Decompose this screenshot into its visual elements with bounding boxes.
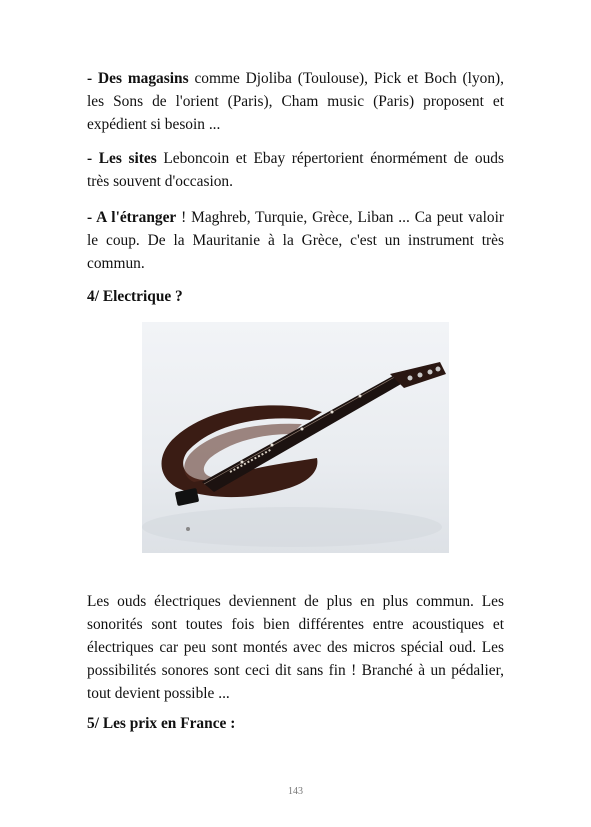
paragraph-electrique: Les ouds électriques deviennent de plus en plus commun. Les sonorités sont toutes fois bien différentes entre acoustiques et électriques car peu sont montés avec des micros spécial oud. Les possibilités sonores sont ceci dit sans fin ! Branché à un pédalier, tout devient possible ... [87, 593, 504, 702]
paragraph-magasins-text: comme Djoliba (Toulouse), Pick et Boch (lyon), les Sons de l'orient (Paris), Cham music (Paris) proposent et expédient si besoin ... [87, 70, 504, 133]
paragraph-sites-text: Leboncoin et Ebay répertorient énormément de ouds très souvent d'occasion. [87, 150, 504, 190]
paragraph-magasins-lead: - Des magasins [87, 70, 189, 87]
paragraph-etranger [87, 206, 504, 275]
paragraph-magasins [87, 67, 504, 136]
electric-oud-photo [142, 322, 449, 553]
paragraph-etranger-text: ! Maghreb, Turquie, Grèce, Liban ... Ca peut valoir le coup. De la Mauritanie à la Grèce, c'est un instrument très commun. [87, 209, 504, 272]
page-number: 143 [288, 786, 303, 797]
paragraph-sites-lead: - Les sites [87, 150, 157, 167]
heading-prix: 5/ Les prix en France : [87, 715, 236, 732]
electric-oud-illustration [142, 322, 449, 553]
heading-electrique: 4/ Electrique ? [87, 288, 183, 305]
paragraph-etranger-lead: - A l'étranger [87, 209, 177, 226]
paragraph-sites [87, 147, 504, 193]
